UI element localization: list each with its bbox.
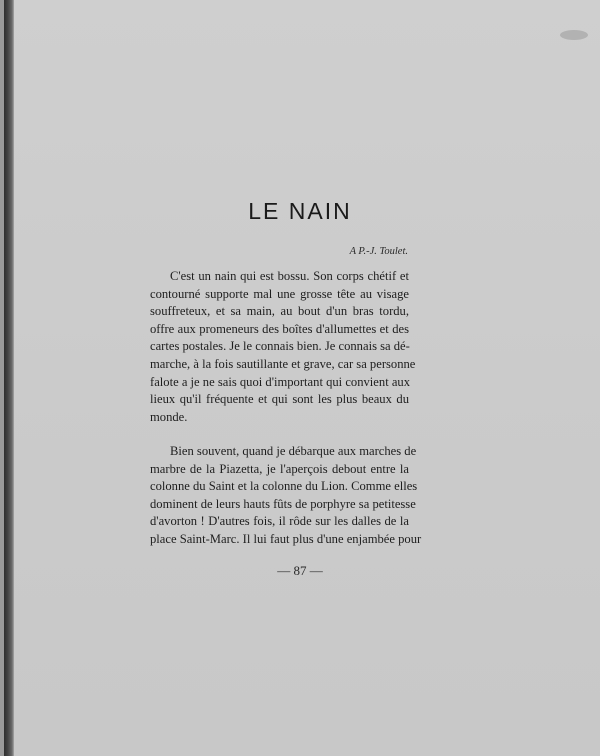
text-line: marbre de la Piazetta, je l'aperçois debout entre la xyxy=(150,461,409,476)
page-number: — 87 — xyxy=(277,563,323,578)
text-line: contourné supporte mal une grosse tête au visage xyxy=(150,286,409,301)
text-line: souffreteux, et sa main, au bout d'un bras tordu, xyxy=(150,304,409,319)
chapter-title: LE NAIN xyxy=(248,198,352,224)
ink-smudge xyxy=(560,30,588,40)
text-line: C'est un nain qui est bossu. Son corps chétif et xyxy=(170,269,409,283)
dedication: A P.-J. Toulet. xyxy=(349,246,408,257)
text-line: colonne du Saint et la colonne du Lion. Comme elles xyxy=(150,479,418,494)
text-line: lieux qu'il fréquente et qui sont les plus beaux du xyxy=(150,392,409,407)
text-line: falote a je ne sais quoi d'important qui convient aux xyxy=(150,374,411,389)
text-line: offre aux promeneurs des boîtes d'allumettes et des xyxy=(150,321,409,336)
paragraph-1 xyxy=(150,268,416,426)
text-line: d'avorton ! D'autres fois, il rôde sur les dalles de la xyxy=(150,514,409,529)
book-binding-shadow xyxy=(4,0,14,756)
text-line: monde. xyxy=(150,409,188,424)
text-line: cartes postales. Je le connais bien. Je connais sa dé- xyxy=(150,339,410,354)
text-line: place Saint-Marc. Il lui faut plus d'une enjambée pour xyxy=(150,531,422,546)
text-line: dominent de leurs hauts fûts de porphyre sa petitesse xyxy=(150,496,416,511)
text-line: marche, à la fois sautillante et grave, car sa personne xyxy=(150,356,416,371)
text-line: Bien souvent, quand je débarque aux marches de xyxy=(170,444,417,458)
paragraph-2 xyxy=(150,443,422,549)
